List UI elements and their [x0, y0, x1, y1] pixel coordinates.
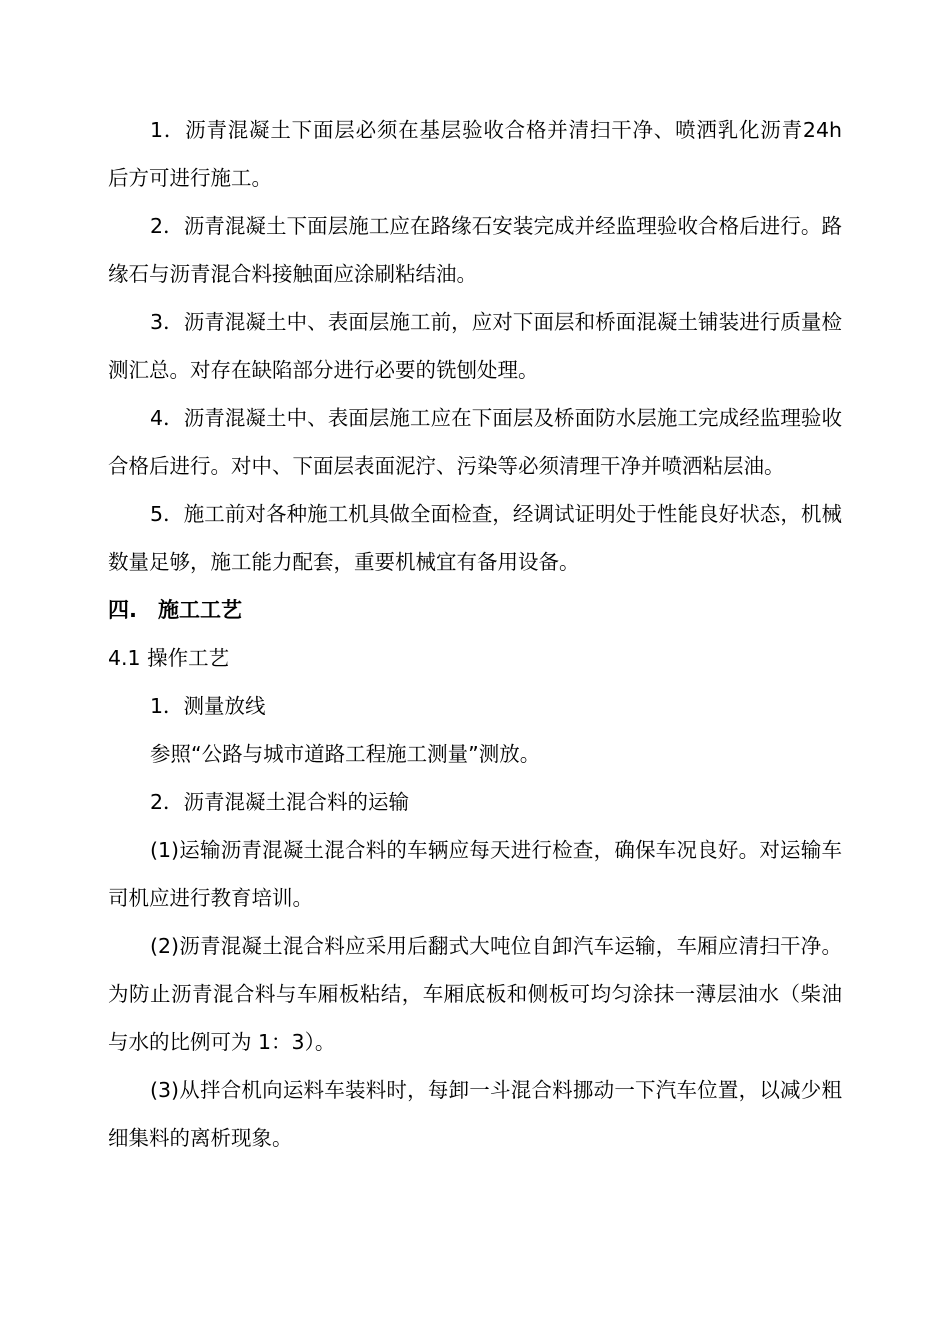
subsection-title: 4.1 操作工艺 — [108, 646, 230, 670]
section-title: 施工工艺 — [158, 598, 242, 622]
item-title-transport: 2．沥青混凝土混合料的运输 — [150, 790, 410, 814]
paragraph-item-1: 1．沥青混凝土下面层必须在基层验收合格并清扫干净、喷洒乳化沥青24h 后方可进行施工。 — [108, 118, 842, 190]
transport-paragraph-3: (3)从拌合机向运料车装料时，每卸一斗混合料挪动一下汽车位置，以减少粗细集料的离析现象。 — [108, 1078, 842, 1150]
paragraph-item-3: 3．沥青混凝土中、表面层施工前，应对下面层和桥面混凝土铺装进行质量检测汇总。对存在缺陷部分进行必要的铣刨处理。 — [108, 310, 842, 382]
transport-paragraph-2: (2)沥青混凝土混合料应采用后翻式大吨位自卸汽车运输，车厢应清扫干净。为防止沥青混合料与车厢板粘结，车厢底板和侧板可均匀涂抹一薄层油水（柴油与水的比例可为 1：3）。 — [108, 934, 842, 1054]
section-number: 四. — [108, 598, 137, 622]
paragraph-item-2: 2．沥青混凝土下面层施工应在路缘石安装完成并经监理验收合格后进行。路缘石与沥青混合料接触面应涂刷粘结油。 — [108, 214, 842, 286]
paragraph-item-4: 4．沥青混凝土中、表面层施工应在下面层及桥面防水层施工完成经监理验收合格后进行。对中、下面层表面泥泞、污染等必须清理干净并喷洒粘层油。 — [108, 406, 842, 478]
transport-paragraph-1: (1)运输沥青混凝土混合料的车辆应每天进行检查，确保车况良好。对运输车司机应进行教育培训。 — [108, 838, 842, 910]
paragraph-item-5: 5．施工前对各种施工机具做全面检查，经调试证明处于性能良好状态，机械数量足够，施工能力配套，重要机械宜有备用设备。 — [108, 502, 842, 574]
item-title-survey: 1．测量放线 — [150, 694, 266, 718]
item-text-survey: 参照“公路与城市道路工程施工测量”测放。 — [150, 742, 541, 766]
section-heading — [108, 586, 842, 634]
